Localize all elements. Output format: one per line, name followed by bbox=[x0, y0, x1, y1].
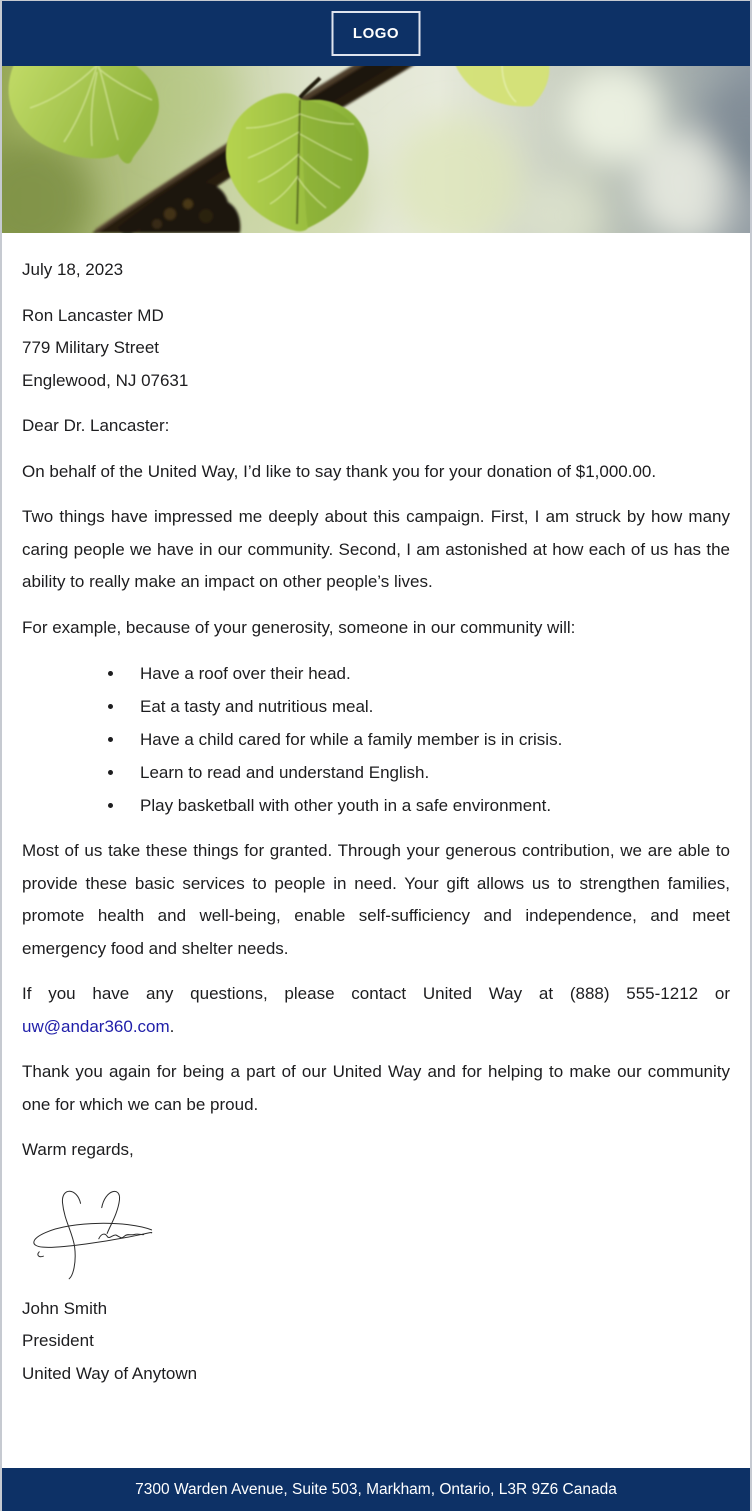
list-item bbox=[22, 690, 730, 723]
list-item bbox=[22, 657, 730, 690]
signer-org: United Way of Anytown bbox=[22, 1363, 198, 1383]
recipient-city: Englewood, NJ 07631 bbox=[22, 370, 189, 390]
letter-date: July 18, 2023 bbox=[22, 260, 124, 279]
signer-block bbox=[22, 1293, 730, 1391]
signer-name: John Smith bbox=[22, 1298, 108, 1318]
bullet-icon bbox=[108, 704, 113, 709]
list-item bbox=[22, 723, 730, 756]
letter-body bbox=[2, 233, 750, 1468]
hero-image bbox=[2, 66, 750, 233]
list-item-text: Play basketball with other youth in a safe environment. bbox=[140, 796, 552, 815]
footer-bar bbox=[2, 1468, 750, 1511]
logo-box[interactable] bbox=[332, 11, 421, 56]
signer-title: President bbox=[22, 1331, 94, 1350]
recipient-name: Ron Lancaster MD bbox=[22, 305, 164, 325]
leaf-photo-illustration bbox=[2, 66, 750, 233]
paragraph-most: Most of us take these things for granted. Through your generous contribution, we are able to provide these basic services to people in need. Your gift allows us to strengthen families, promote health and well-being, enable self-sufficiency and independence, and meet emergency food and shelter needs. bbox=[22, 841, 730, 958]
list-item-text: Have a child cared for while a family member is in crisis. bbox=[140, 730, 563, 749]
recipient-street: 779 Military Street bbox=[22, 338, 159, 357]
list-item bbox=[22, 756, 730, 789]
list-item bbox=[22, 789, 730, 822]
bullet-icon bbox=[108, 737, 113, 742]
bullet-icon bbox=[108, 803, 113, 808]
logo-label: LOGO bbox=[352, 25, 400, 42]
paragraph-for-example: For example, because of your generosity, someone in our community will: bbox=[22, 617, 576, 637]
handwritten-signature bbox=[22, 1180, 160, 1280]
paragraph-questions bbox=[22, 978, 730, 1043]
questions-text: If you have any questions, please contact United Way at (888) 555-1212 or bbox=[22, 984, 730, 1003]
bullet-icon bbox=[108, 770, 113, 775]
salutation: Dear Dr. Lancaster: bbox=[22, 416, 170, 435]
questions-text-end: . bbox=[169, 1016, 175, 1036]
paragraph-thanks: On behalf of the United Way, I’d like to say thank you for your donation of $1,000.00. bbox=[22, 461, 657, 481]
benefits-list bbox=[22, 657, 730, 822]
list-item-text: Have a roof over their head. bbox=[140, 664, 351, 683]
footer-address: 7300 Warden Avenue, Suite 503, Markham, Ontario, L3R 9Z6 Canada bbox=[135, 1480, 617, 1498]
bullet-icon bbox=[108, 671, 113, 676]
paragraph-two-things: Two things have impressed me deeply about this campaign. First, I am struck by how many caring people we have in our community. Second, I am astonished at how each of us has the ability to really make an impact on other people’s lives. bbox=[22, 507, 730, 591]
closing: Warm regards, bbox=[22, 1140, 134, 1159]
header-bar bbox=[2, 1, 750, 66]
list-item-text: Learn to read and understand English. bbox=[140, 763, 430, 782]
list-item-text: Eat a tasty and nutritious meal. bbox=[140, 697, 374, 716]
contact-email-link[interactable]: uw@andar360.com bbox=[22, 1016, 170, 1036]
paragraph-thank-again: Thank you again for being a part of our United Way and for helping to make our community one for which we can be proud. bbox=[22, 1062, 730, 1114]
recipient-address bbox=[22, 300, 730, 398]
